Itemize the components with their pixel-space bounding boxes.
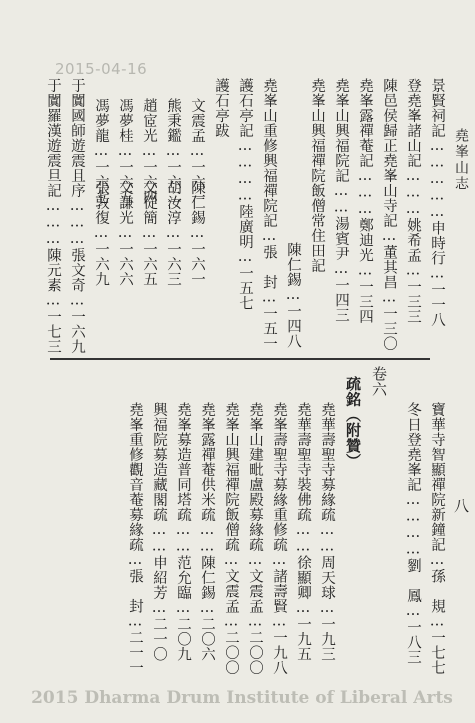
toc-entry: 堯峯山興福禪院飯僧疏…文震孟…二〇〇 [223,402,239,675]
date-stamp: 2015-04-16 [55,60,148,78]
toc-entry: 堯峯重修觀音菴募緣疏…張 封…二一一 [127,402,143,675]
toc-entry: 張敦復…一六九 [93,180,109,287]
toc-entry: 陳仁錫…一四八 [285,242,301,349]
toc-entry: 堯峯山建毗盧殿募緣疏…文震孟…二〇〇 [247,402,263,675]
volume-heading: 卷六 [370,366,388,397]
toc-entry: 堯峯露禪菴供米疏……陳仁錫…二〇六 [199,402,215,662]
toc-entry: 于闐羅漢遊震旦記………陳元素…一七三 [45,78,61,354]
watermark: 2015 Dharma Drum Institute of Liberal Arts [31,688,453,708]
section-heading: 疏銘（附贊） [344,376,362,469]
toc-entry: 堯峯募造普同塔疏……范允臨…二〇九 [175,402,191,662]
toc-entry: 堯峯壽聖寺募緣重修疏…諸壽賢…一九八 [271,402,287,675]
toc-entry: 寶華寺智顯禪院新鐘記…孫 規…一七七 [429,402,445,675]
toc-entry: 護石亭記…………陸廣明…一五七 [237,78,253,311]
toc-entry: 文謙光…一六六 [117,180,133,287]
toc-entry: 陳邑侯歸正堯峯山寺記…董其昌…一三〇 [381,78,397,351]
toc-entry: 堯峯山興福禪院飯僧常住田記 [309,78,325,273]
toc-entry: 文震孟…一六一 [189,98,205,205]
toc-entry: 堯峯露禪菴記………鄭迪光…一三四 [357,78,373,324]
running-title: 堯峯山志 [453,128,469,192]
page-number: 八 [452,498,470,514]
toc-entry: 陳仁錫…一六一 [189,180,205,287]
toc-entry: 文從簡…一六五 [141,180,157,287]
toc-entry: 熊秉鑑…一六二 [165,98,181,205]
toc-entry: 興福院募造藏閣疏……申紹芳…二一〇 [151,402,167,662]
toc-entry: 于闐國師遊震且序………張文奇…一六九 [69,78,85,354]
toc-entry: 登堯峯諸山記………姚希孟…一三三 [405,78,421,324]
toc-entry: 馮夢桂…一六五 [117,98,133,205]
toc-entry: 護石亭跋 [213,78,229,138]
toc-entry: 堯華壽聖寺裝佛疏……徐顯卿…一九五 [295,402,311,662]
toc-entry: 趙宧光…一六四 [141,98,157,205]
toc-entry: 堯峯山重修興福禪院記…張 封…一五一 [261,78,277,351]
toc-entry: 冬日登堯峯記…………劉 鳳…一八三 [405,402,421,665]
section-divider [50,358,430,360]
toc-entry: 馮夢龍…一六七 [93,98,109,205]
toc-entry: 胡汝淳…一六三 [165,180,181,287]
toc-entry: 堯華壽聖寺募緣疏……周天球…一九三 [319,402,335,662]
toc-entry: 堯峯山興福院記……湯賓尹…一四三 [333,78,349,323]
toc-entry: 景賢祠記……………申時行…一一八 [429,78,445,327]
